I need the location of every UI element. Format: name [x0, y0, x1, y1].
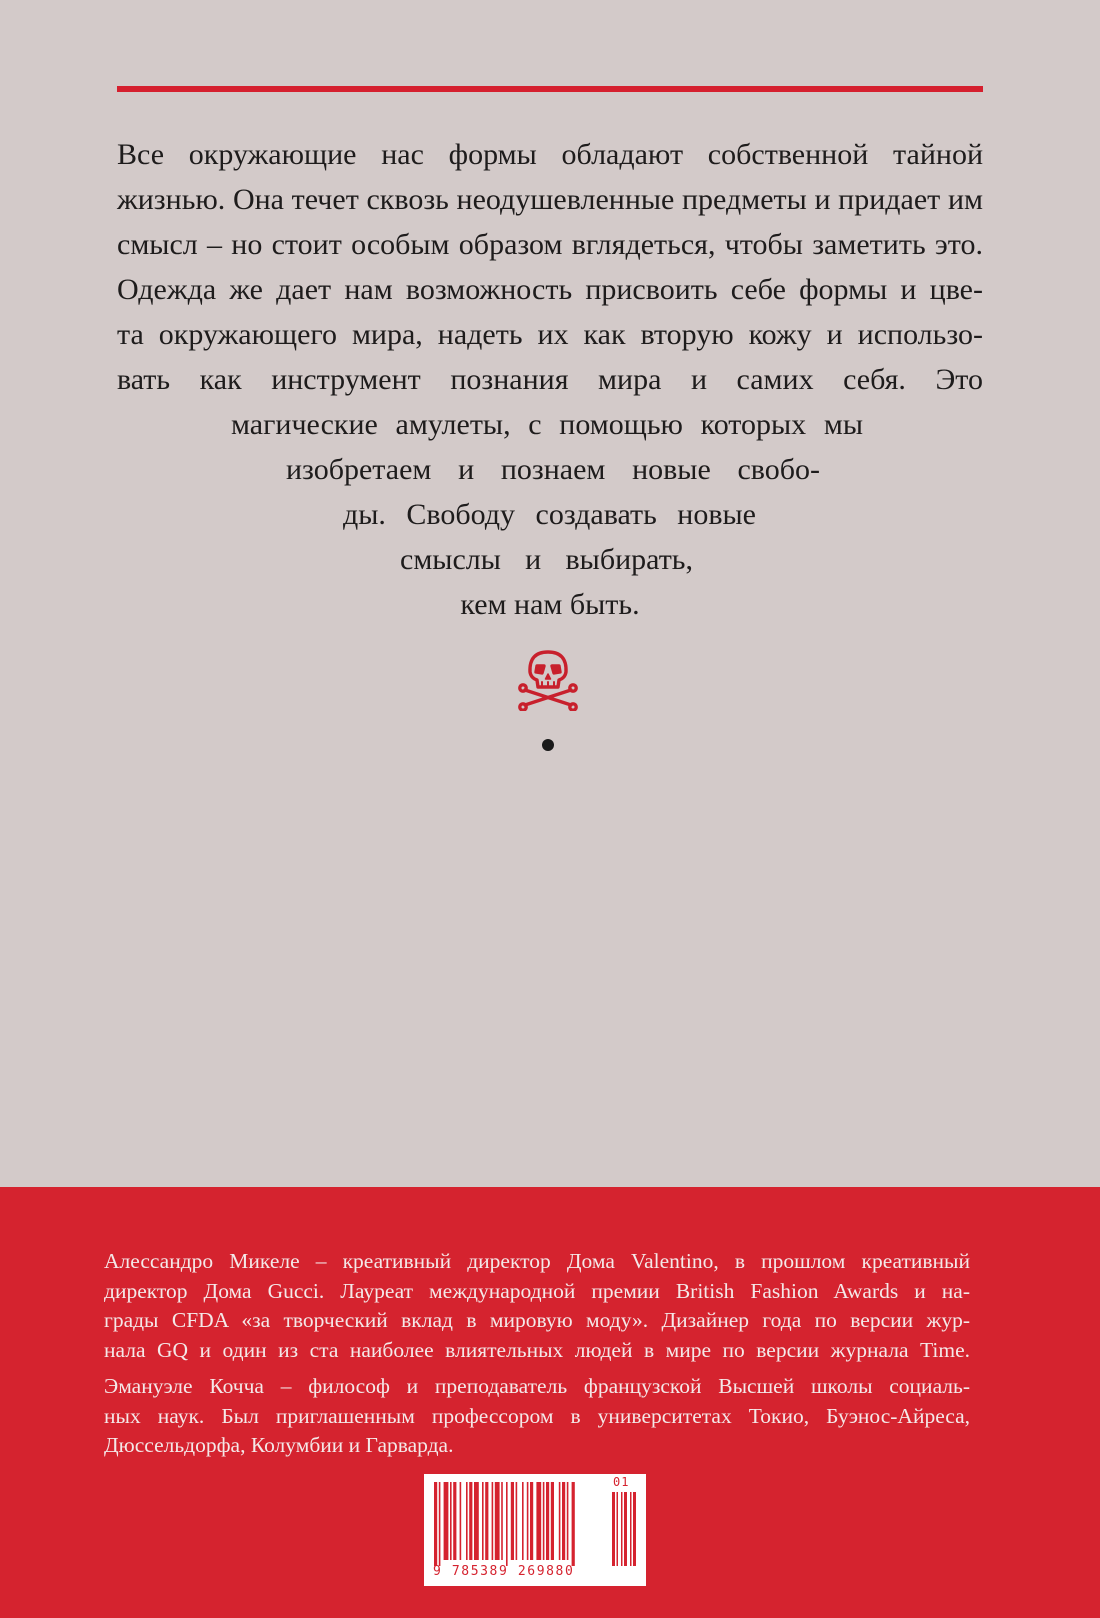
barcode-bar — [453, 1482, 456, 1560]
isbn-addon-number: 01 — [613, 1475, 630, 1489]
barcode-bar — [506, 1482, 508, 1566]
blurb-line: та окружающего мира, надеть их как вторую кожу и использо- — [117, 318, 983, 351]
barcode-addon-bar — [633, 1492, 636, 1566]
bio-line: директор Дома Gucci. Лауреат международной премии British Fashion Awards и на- — [104, 1278, 970, 1303]
barcode-bar — [466, 1482, 468, 1560]
barcode-bar — [559, 1482, 561, 1560]
barcode-bar — [551, 1482, 554, 1560]
barcode-bar — [469, 1482, 472, 1560]
bio-line: Дюссельдорфа, Колумбии и Гарварда. — [104, 1433, 454, 1457]
barcode-addon-bar — [630, 1492, 632, 1566]
barcode-bar — [536, 1482, 541, 1560]
barcode-bar — [492, 1482, 494, 1560]
barcode-bar — [485, 1482, 488, 1560]
barcode-bar — [439, 1482, 441, 1566]
bio-line: Алессандро Микеле – креативный директор Дома Valentino, в прошлом креативный — [104, 1249, 970, 1273]
barcode-bar — [543, 1482, 545, 1560]
barcode-bar — [460, 1482, 462, 1560]
blurb-line: смысл – но стоит особым образом вглядеться, чтобы заметить это. — [117, 228, 983, 261]
top-red-rule — [117, 86, 983, 92]
barcode-bar — [522, 1482, 524, 1560]
barcode-bar — [444, 1482, 449, 1560]
bio-coccia — [104, 1372, 970, 1461]
dot-icon — [542, 739, 554, 751]
barcode-bar — [516, 1482, 518, 1560]
barcode-bar — [434, 1482, 437, 1566]
blurb-line: вать как инструмент познания мира и самих себя. Это — [117, 363, 983, 396]
blurb-line: магические амулеты, с помощью которых мы — [231, 408, 863, 441]
barcode-bar — [450, 1482, 452, 1560]
bio-line: грады CFDA «за творческий вклад в мировую моду». Дизайнер года по версии жур- — [104, 1308, 970, 1332]
skull-crossbones-icon — [515, 645, 581, 711]
isbn-number: 9 785389 269880 — [433, 1564, 575, 1579]
barcode-bar — [562, 1482, 565, 1560]
blurb-line: кем нам быть. — [460, 588, 640, 621]
barcode-bar — [474, 1482, 479, 1560]
barcode-addon-bar — [624, 1492, 627, 1566]
barcode-bar — [546, 1482, 549, 1560]
blurb-line: изобретаем и познаем новые свобо- — [286, 453, 820, 486]
barcode-bar — [501, 1482, 503, 1560]
bio-line: ных наук. Был приглашенным профессором в университетах Токио, Буэнос-Айреса, — [104, 1403, 970, 1428]
blurb-line: жизнью. Она течет сквозь неодушевленные предметы и придает им — [117, 183, 983, 216]
blurb-line: Одежда же дает нам возможность присвоить себе формы и цве- — [117, 273, 983, 306]
bio-line: нала GQ и один из ста наиболее влиятельных людей в мире по версии журнала Time. — [104, 1337, 970, 1362]
blurb-line: Все окружающие нас формы обладают собственной тайной — [117, 138, 983, 171]
barcode-bar — [527, 1482, 529, 1560]
bio-line: Эмануэле Кочча – философ и преподаватель французской Высшей школы социаль- — [104, 1374, 970, 1398]
barcode-bar — [511, 1482, 514, 1560]
bio-michele — [104, 1247, 970, 1365]
barcode-addon-bar — [612, 1492, 615, 1566]
barcode-bar — [495, 1482, 500, 1560]
barcode-bar — [572, 1482, 575, 1566]
barcode-addon-bar — [617, 1492, 619, 1566]
blurb-line: ды. Свободу создавать новые — [343, 498, 756, 531]
barcode-bar — [567, 1482, 569, 1560]
isbn-barcode — [424, 1474, 646, 1586]
barcode-bar — [482, 1482, 484, 1560]
cover-blurb — [117, 132, 983, 627]
blurb-line: смыслы и выбирать, — [400, 543, 693, 576]
barcode-bar — [530, 1482, 533, 1560]
barcode-addon-bar — [621, 1492, 623, 1566]
